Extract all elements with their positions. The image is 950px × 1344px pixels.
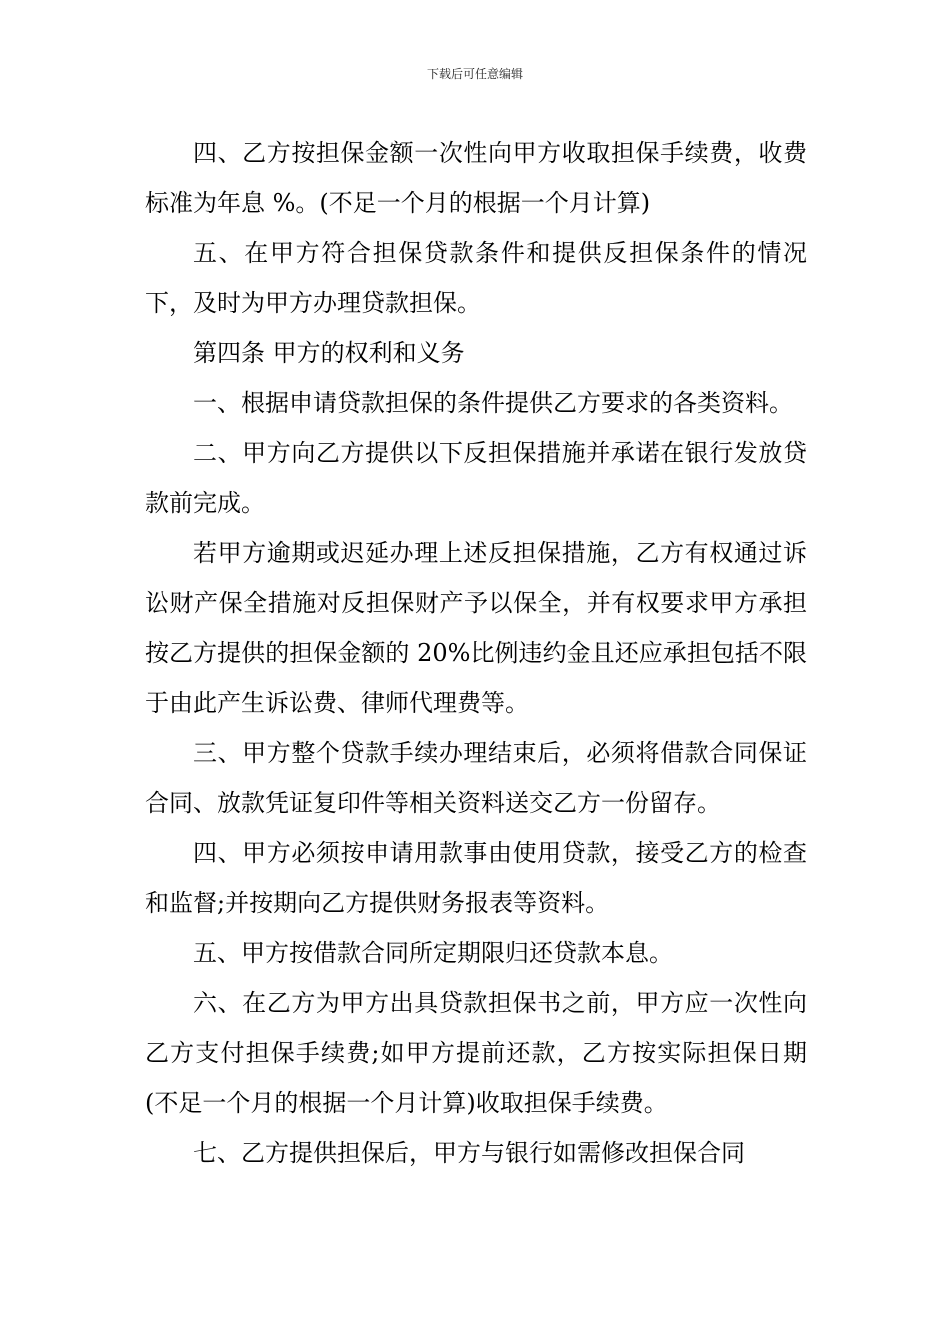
section-heading-article-4: 第四条 甲方的权利和义务: [193, 339, 465, 367]
paragraph-counter-guarantee: 二、甲方向乙方提供以下反担保措施并承诺在银行发放贷款前完成。: [145, 439, 807, 517]
paragraph-repayment: 五、甲方按借款合同所定期限归还贷款本息。: [193, 939, 673, 967]
page-header: 下载后可任意编辑: [426, 67, 523, 81]
paragraph-provide-materials: 一、根据申请贷款担保的条件提供乙方要求的各类资料。: [193, 389, 793, 417]
paragraph-fee-standard: 四、乙方按担保金额一次性向甲方收取担保手续费，收费标准为年息 %。(不足一个月的根据一个月计算): [145, 139, 807, 217]
paragraph-loan-usage: 四、甲方必须按申请用款事由使用贷款，接受乙方的检查和监督;并按期向乙方提供财务报表等资料。: [145, 839, 807, 917]
paragraph-guarantee-fee: 六、在乙方为甲方出具贷款担保书之前，甲方应一次性向乙方支付担保手续费;如甲方提前还款，乙方按实际担保日期(不足一个月的根据一个月计算)收取担保手续费。: [145, 989, 807, 1117]
paragraph-contract-modification: 七、乙方提供担保后，甲方与银行如需修改担保合同: [193, 1139, 745, 1167]
paragraph-submit-copies: 三、甲方整个贷款手续办理结束后，必须将借款合同保证合同、放款凭证复印件等相关资料送交乙方一份留存。: [145, 739, 807, 817]
paragraph-loan-guarantee: 五、在甲方符合担保贷款条件和提供反担保条件的情况下，及时为甲方办理贷款担保。: [145, 239, 807, 317]
paragraph-overdue-penalty: 若甲方逾期或迟延办理上述反担保措施，乙方有权通过诉讼财产保全措施对反担保财产予以保全，并有权要求甲方承担按乙方提供的担保金额的 20%比例违约金且还应承担包括不限于由此产生诉讼费、律师代理费等。: [145, 539, 807, 717]
document-body: [145, 128, 807, 1178]
